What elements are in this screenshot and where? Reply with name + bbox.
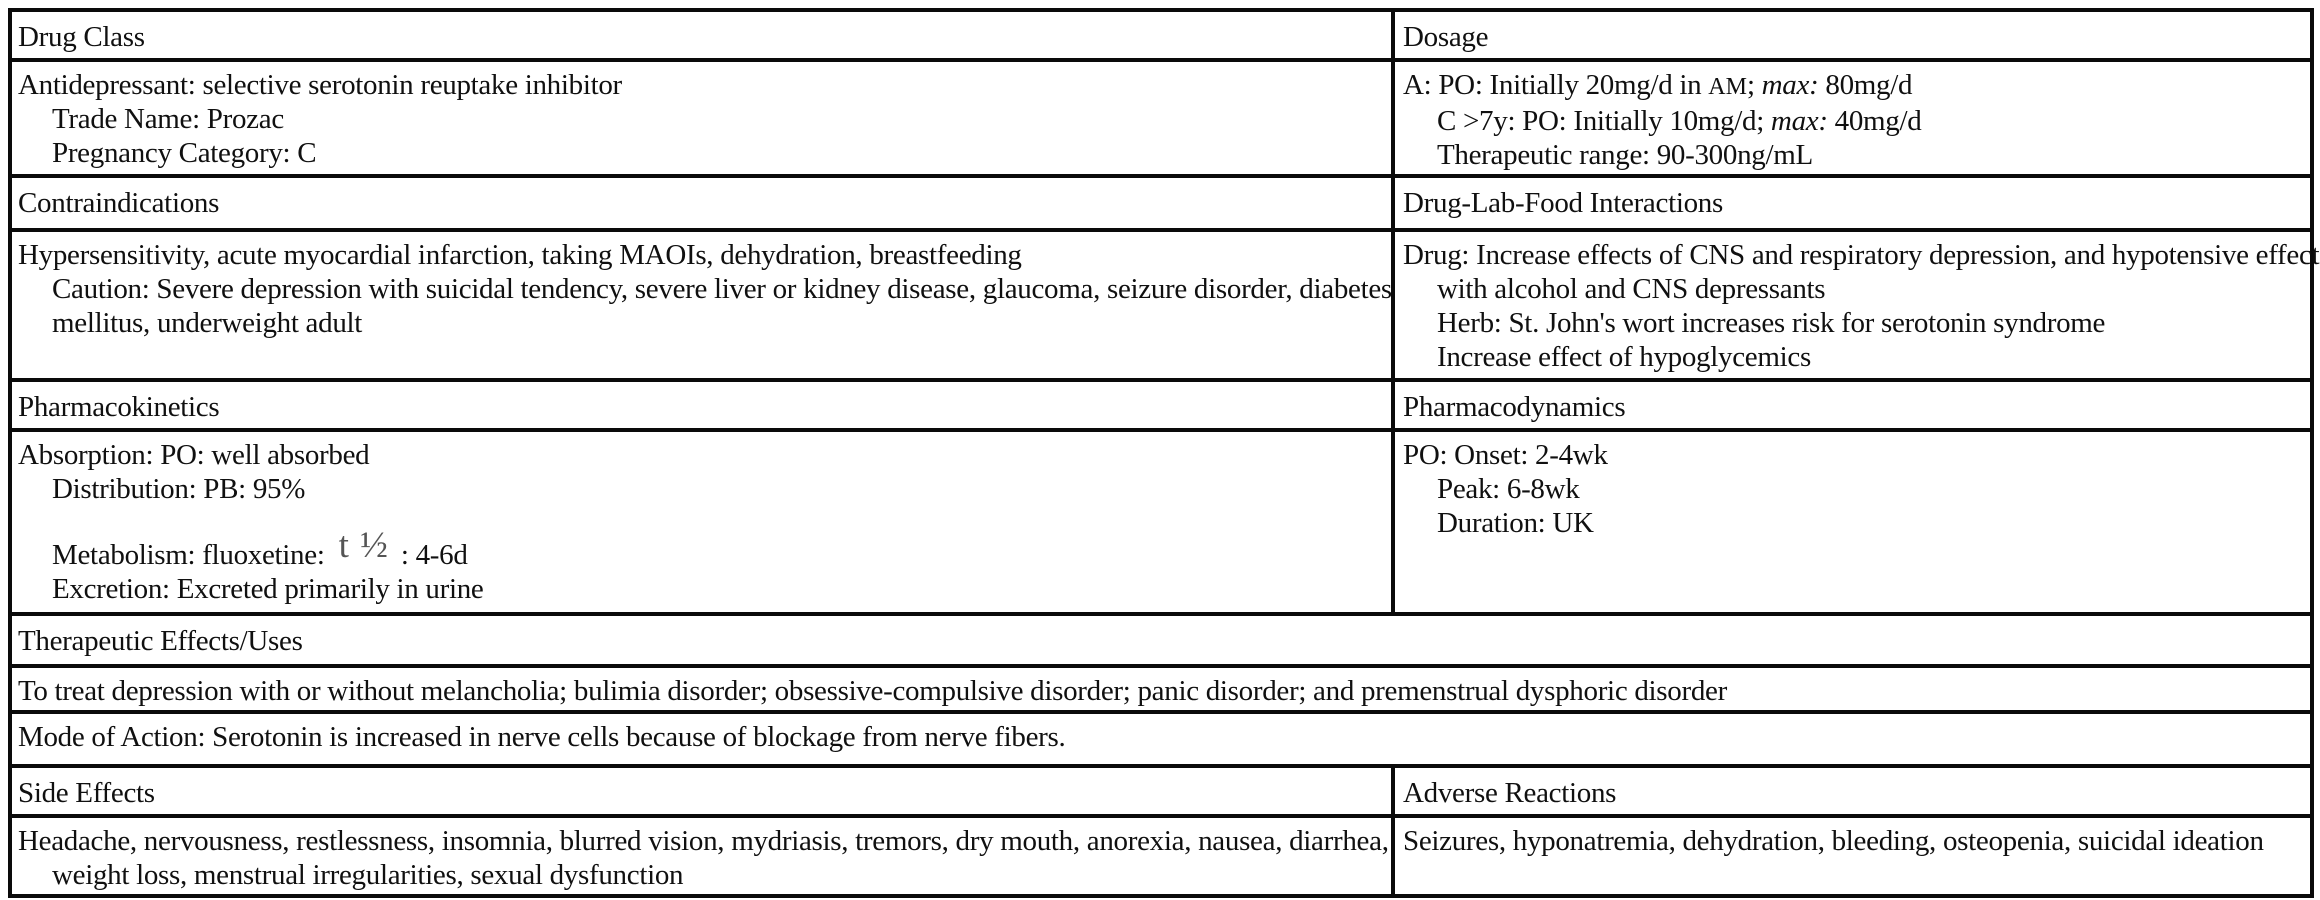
dosage-header-cell	[1395, 12, 2310, 58]
header-row-drug-class-dosage	[12, 12, 2310, 58]
adverse-reactions-line: Seizures, hyponatremia, dehydration, bleeding, osteopenia, suicidal ideation	[1403, 825, 2264, 857]
peak-line: Peak: 6-8wk	[1437, 473, 1580, 505]
excretion-line: Excretion: Excreted primarily in urine	[52, 573, 484, 605]
half-life-symbol: t ½	[338, 525, 389, 566]
side-effects-header: Side Effects	[18, 777, 155, 809]
absorption-line: Absorption: PO: well absorbed	[18, 439, 370, 471]
drug-class-header-cell	[12, 12, 1395, 58]
duration-line: Duration: UK	[1437, 507, 1594, 539]
pharmacokinetics-header-cell	[12, 382, 1395, 428]
contraindications-header: Contraindications	[18, 187, 220, 219]
header-row-pk-pd	[12, 378, 2310, 428]
child-dose-line: C >7y: PO: Initially 10mg/d; max: 40mg/d	[1437, 105, 1922, 137]
trade-name-line: Trade Name: Prozac	[52, 103, 284, 135]
am-smallcaps: AM	[1708, 74, 1747, 100]
content-row-pk-pd	[12, 428, 2310, 612]
drug-class-content-cell	[12, 62, 1395, 174]
drug-class-line: Antidepressant: selective serotonin reuptake inhibitor	[18, 69, 622, 101]
max-italic: max:	[1770, 105, 1828, 137]
content-row-contraindications-interactions	[12, 228, 2320, 378]
uses-line: To treat depression with or without melancholia; bulimia disorder; obsessive-compulsive disorder; panic disorder; and premenstrual dysphoric disorder	[18, 675, 1727, 707]
metabolism-line: Metabolism: fluoxetine: t ½ : 4-6d	[52, 525, 468, 571]
drug-reference-table	[8, 8, 2320, 898]
pharmacodynamics-header-cell	[1395, 382, 2310, 428]
adverse-reactions-header-cell	[1395, 768, 2310, 814]
onset-line: PO: Onset: 2-4wk	[1403, 439, 1608, 471]
uses-content-cell	[12, 668, 2310, 710]
content-row-mode-of-action	[12, 710, 2310, 764]
pregnancy-category-line: Pregnancy Category: C	[52, 137, 317, 169]
blank-line-spacer	[18, 506, 1379, 536]
header-row-contraindications-interactions	[12, 174, 2310, 228]
content-row-side-effects-adverse	[12, 814, 2310, 894]
herb-interaction-line: Herb: St. John's wort increases risk for serotonin syndrome	[1437, 307, 2106, 339]
distribution-line: Distribution: PB: 95%	[52, 473, 306, 505]
hypersensitivity-line: Hypersensitivity, acute myocardial infarction, taking MAOIs, dehydration, breastfeeding	[18, 239, 1022, 271]
adult-dose-line: A: PO: Initially 20mg/d in AM; max: 80mg/d	[1403, 69, 1913, 101]
drug-lab-food-header-cell	[1395, 178, 2310, 228]
therapeutic-effects-header-cell	[12, 616, 2310, 664]
content-row-drug-class-dosage	[12, 58, 2310, 174]
contraindications-content-cell	[12, 232, 1395, 378]
dosage-content-cell	[1395, 62, 2310, 174]
header-row-side-effects-adverse	[12, 764, 2310, 814]
pharmacokinetics-content-cell	[12, 432, 1395, 612]
content-row-uses	[12, 664, 2310, 710]
therapeutic-range-line: Therapeutic range: 90-300ng/mL	[1437, 139, 1813, 171]
drug-lab-food-content-cell	[1395, 232, 2320, 378]
drug-interaction-continuation-line: with alcohol and CNS depressants	[1437, 273, 1826, 305]
max-italic: max:	[1761, 69, 1819, 101]
mode-of-action-line: Mode of Action: Serotonin is increased in nerve cells because of blockage from nerve fibers.	[18, 721, 1066, 753]
side-effects-header-cell	[12, 768, 1395, 814]
caution-line: Caution: Severe depression with suicidal tendency, severe liver or kidney disease, glaucoma, seizure disorder, diabetes	[52, 273, 1392, 305]
pharmacodynamics-content-cell	[1395, 432, 2310, 612]
drug-class-header: Drug Class	[18, 21, 145, 53]
pharmacodynamics-header: Pharmacodynamics	[1403, 391, 1626, 423]
drug-lab-food-header: Drug-Lab-Food Interactions	[1403, 187, 1723, 219]
mode-of-action-cell	[12, 714, 2310, 764]
side-effects-line: Headache, nervousness, restlessness, insomnia, blurred vision, mydriasis, tremors, dry mouth, anorexia, nausea, diarrhea,	[18, 825, 1389, 857]
side-effects-continuation-line: weight loss, menstrual irregularities, sexual dysfunction	[52, 859, 684, 891]
adverse-reactions-content-cell	[1395, 818, 2310, 894]
dosage-header: Dosage	[1403, 21, 1489, 53]
header-row-therapeutic-effects	[12, 612, 2310, 664]
hypoglycemics-line: Increase effect of hypoglycemics	[1437, 341, 1811, 373]
contraindications-header-cell	[12, 178, 1395, 228]
caution-continuation-line: mellitus, underweight adult	[52, 307, 363, 339]
therapeutic-effects-header: Therapeutic Effects/Uses	[18, 625, 303, 657]
side-effects-content-cell	[12, 818, 1395, 894]
pharmacokinetics-header: Pharmacokinetics	[18, 391, 220, 423]
adverse-reactions-header: Adverse Reactions	[1403, 777, 1617, 809]
drug-interaction-line: Drug: Increase effects of CNS and respiratory depression, and hypotensive effect	[1403, 239, 2320, 271]
